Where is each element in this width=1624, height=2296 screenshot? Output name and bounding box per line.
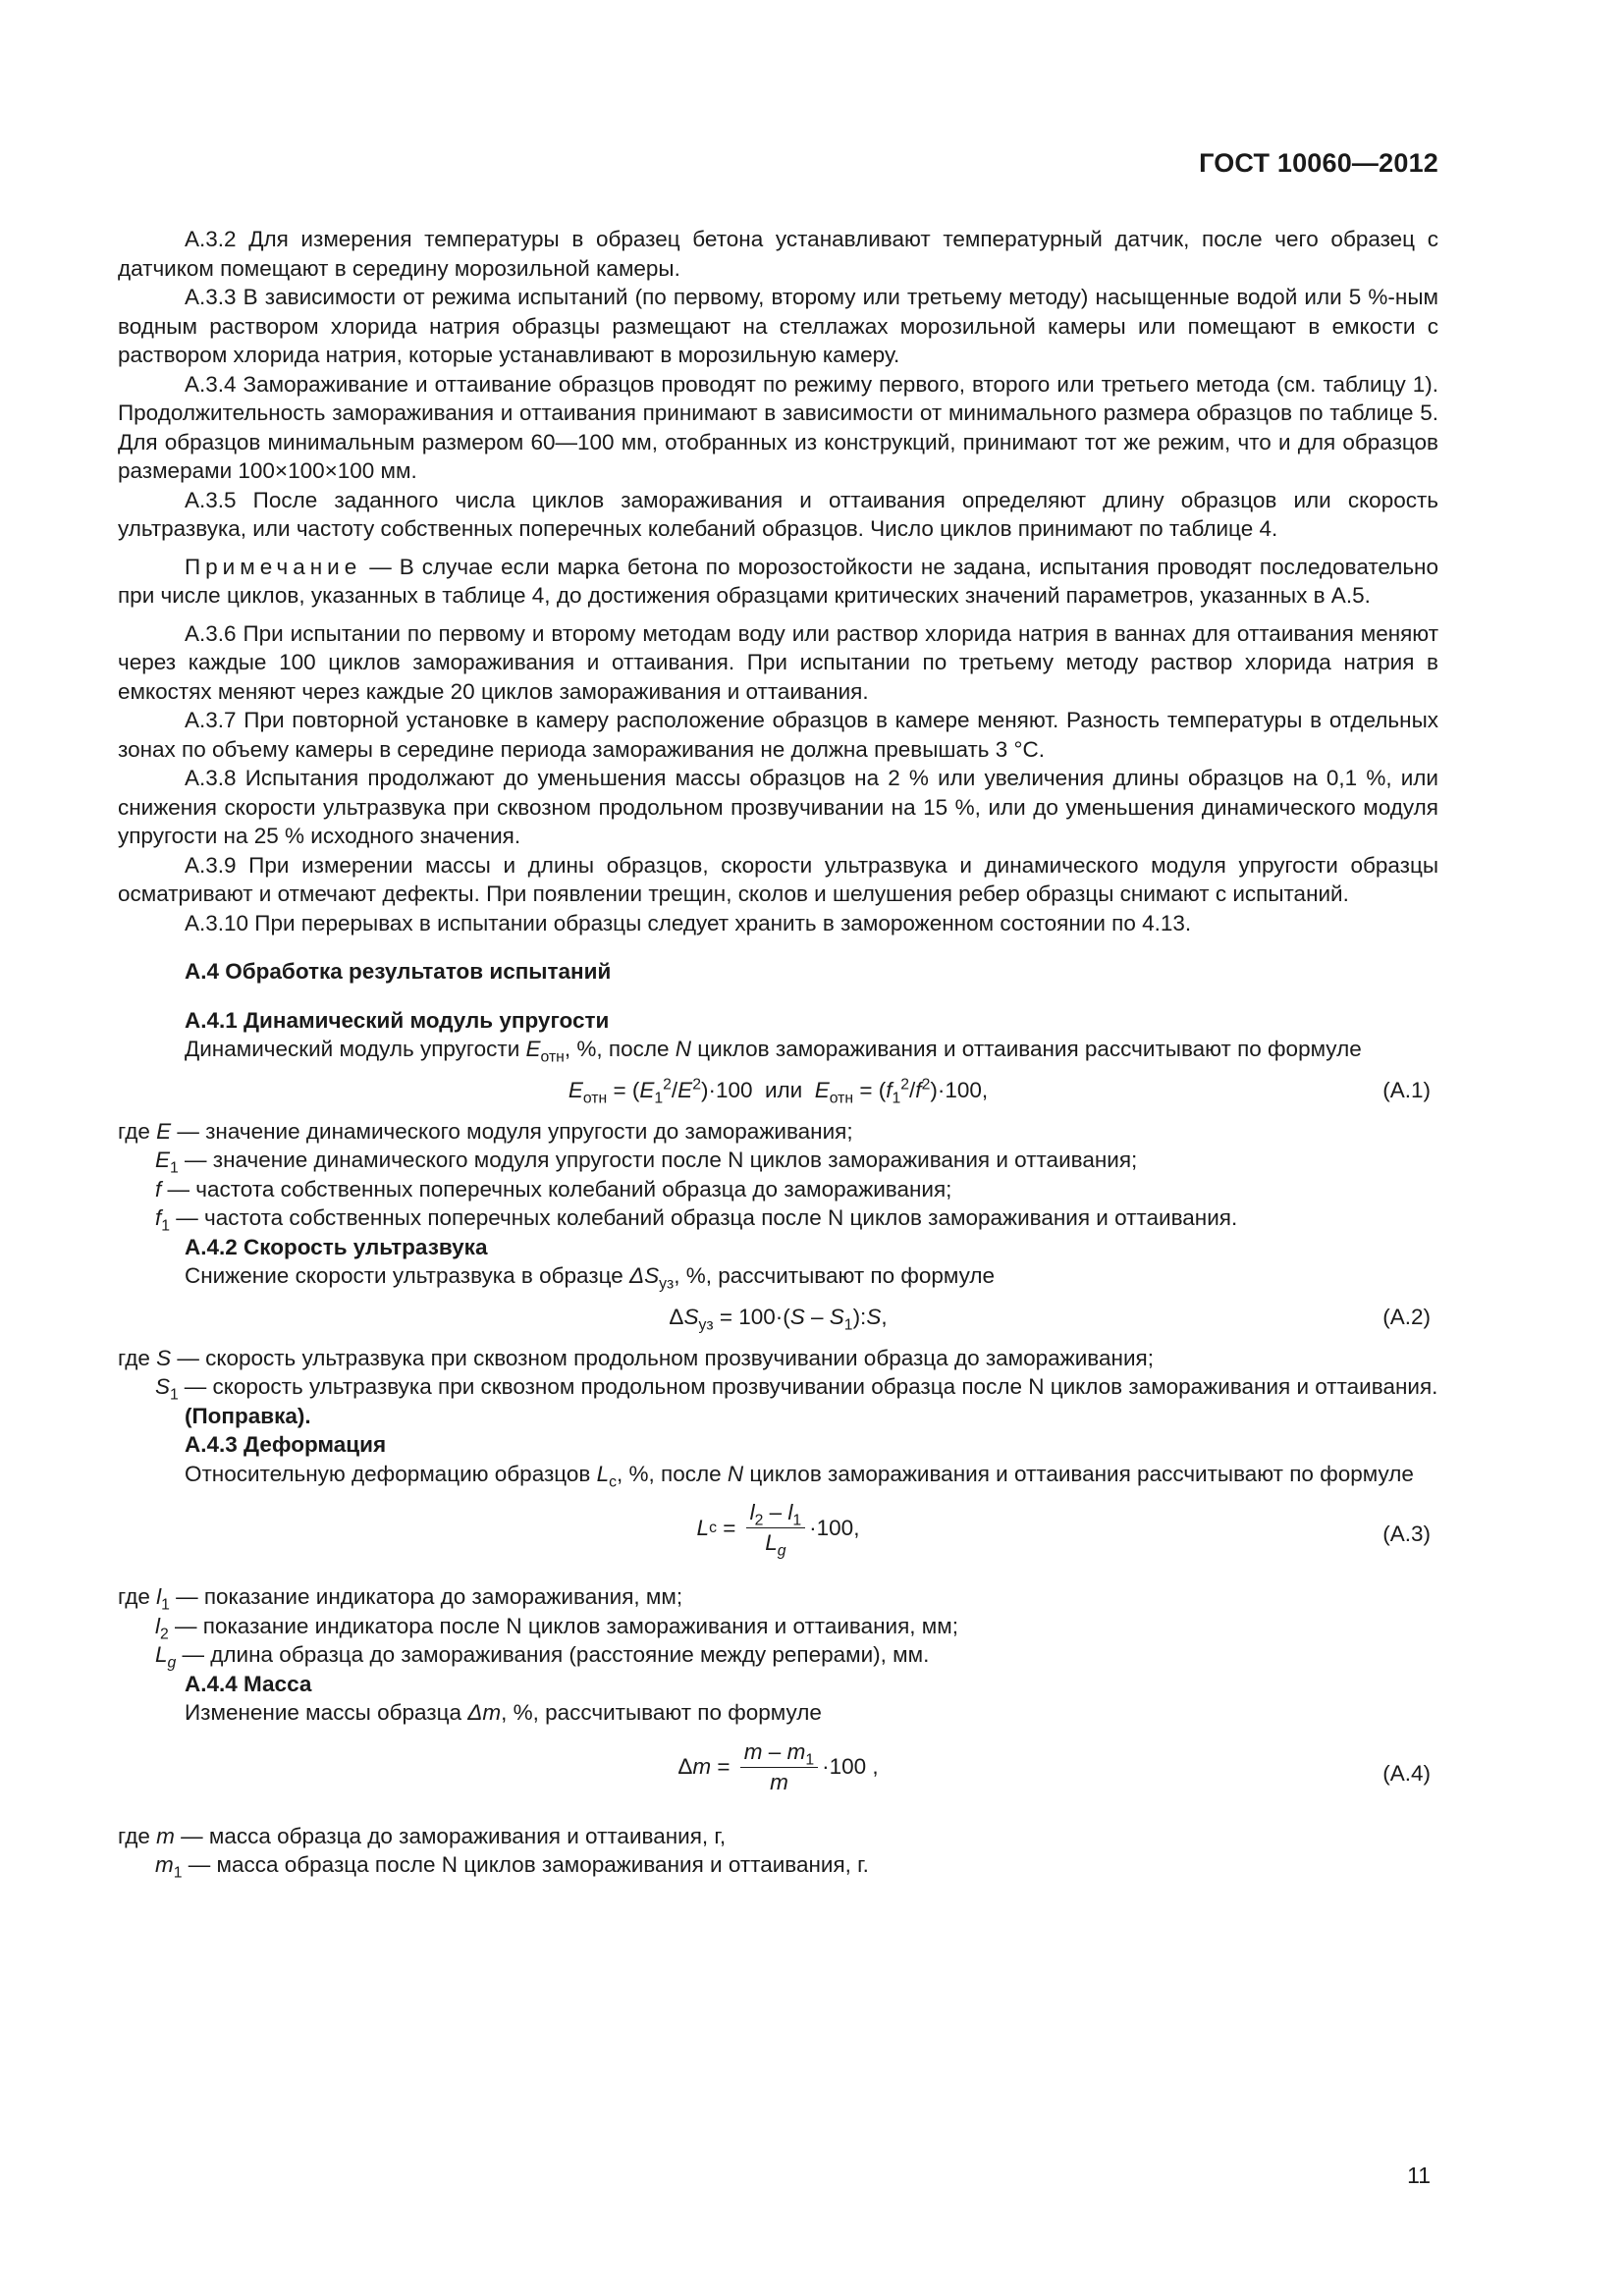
a4-1-where-e1: $E_1$ — значение динамического модуля упругости после N циклов замораживания и оттаивания; [155,1148,1138,1177]
formula-a4 [118,1732,1438,1818]
formula-a3 [118,1492,1438,1578]
a4-3-intro: Относительную деформацию образцов $L_c$, %, после N циклов замораживания и оттаивания рассчитывают по формуле [185,1461,1414,1490]
section-a4-title: А.4 Обработка результатов испытаний [185,959,612,984]
paragraph-a3-9: А.3.9 При измерении массы и длины образцов, скорости ультразвука и динамического модуля упругости образцы осматривают и отмечают дефекты. При появлении трещин, сколов и шелушения ребер образцы снимают с испытаний. [118,852,1438,906]
formula-a1-expression: $E_{отн} = (E_1^2/E^2)\cdot 100$ или $E_{отн} = (f_1^2/f^2)\cdot 100$, [568,1076,989,1106]
a4-2-where-s: где S — скорость ультразвука при сквозном продольном прозвучивании образца до замораживания; [118,1345,1154,1370]
formula-a2-expression: $\Delta S_{уз} = 100\cdot(S$ – $S_1):S$, [669,1304,888,1333]
subsection-a4-2-title: А.4.2 Скорость ультразвука [185,1234,488,1259]
page-number: 11 [1407,2163,1431,2188]
formula-a4-expression: Δ m = m – $m_1$ m ·100 , [677,1738,879,1794]
amendment-note: (Поправка). [185,1403,311,1428]
paragraph-a3-2: А.3.2 Для измерения температуры в образец бетона устанавливают температурный датчик, после чего образец с датчиком помещают в середину морозильной камеры. [118,227,1438,281]
document-page [118,0,1438,2296]
a4-1-where-f: f — частота собственных поперечных колебаний образца до замораживания; [155,1176,952,1201]
paragraph-a3-7: А.3.7 При повторной установке в камеру расположение образцов в камере меняют. Разность температуры в отдельных зонах по объему камеры в середине периода замораживания не должна превышать 3 °С. [118,708,1438,762]
formula-a4-number: (А.4) [1382,1760,1431,1786]
formula-a3-number: (А.3) [1382,1522,1431,1546]
formula-a1 [118,1068,1438,1113]
a4-3-where-l1: где $l_1$ — показание индикатора до замораживания, мм; [118,1584,683,1614]
formula-a2-number: (А.2) [1382,1304,1431,1329]
subsection-a4-3-title: А.4.3 Деформация [185,1432,387,1457]
subsection-a4-4-title: А.4.4 Масса [185,1671,312,1696]
a4-4-intro: Изменение массы образца Δm, %, рассчитывают по формуле [185,1700,822,1725]
a4-3-where-l2: $l_2$ — показание индикатора после N циклов замораживания и оттаивания, мм; [155,1613,958,1642]
note-label: Примечание [185,554,362,579]
a4-1-where-e: где E — значение динамического модуля упругости до замораживания; [118,1118,853,1144]
paragraph-a3-6: А.3.6 При испытании по первому и второму методам воду или раствор хлорида натрия в ваннах для оттаивания меняют через каждые 100 циклов замораживания и оттаивания. При испытании по третьему методу раствор хлорида натрия в емкостях меняют через каждые 20 циклов замораживания и оттаивания. [118,620,1438,704]
paragraph-a3-8: А.3.8 Испытания продолжают до уменьшения массы образцов на 2 % или увеличения длины образцов на 0,1 %, или снижения скорости ультразвука при сквозном продольном прозвучивании на 15 %, или до уменьшения динамического модуля упругости на 25 % исходного значения. [118,766,1438,848]
formula-a3-expression: L c = $l_2 - l_1$ $L_g$ ·100, [696,1500,860,1560]
formula-a1-number: (А.1) [1382,1077,1431,1102]
formula-a2 [118,1295,1438,1340]
note-paragraph [118,553,1438,611]
a4-4-where-m1: $m_1$ — масса образца после N циклов замораживания и оттаивания, г. [155,1852,869,1882]
a4-2-intro: Снижение скорости ультразвука в образце $\Delta S_{уз}$, %, рассчитывают по формуле [185,1263,996,1293]
a4-2-where-s1: $S_1$ — скорость ультразвука при сквозном продольном прозвучивании образца после N циклов замораживания и оттаивания. [155,1374,1438,1404]
a4-4-where-m: где m — масса образца до замораживания и оттаивания, г, [118,1823,727,1848]
paragraph-a3-5: А.3.5 После заданного числа циклов замораживания и оттаивания определяют длину образцов или скорость ультразвука, или частоту собственных поперечных колебаний образцов. Число циклов принимают по таблице 4. [118,487,1438,541]
standard-code-header: ГОСТ 10060—2012 [1199,148,1438,178]
a4-1-where-f1: $f_1$ — частота собственных поперечных колебаний образца после N циклов замораживания и оттаивания. [155,1205,1238,1235]
paragraph-a3-3: А.3.3 В зависимости от режима испытаний (по первому, второму или третьему методу) насыщенные водой или 5 %-ным водным раствором хлорида натрия образцы размещают на стеллажах морозильной камеры или помещают в емкости с раствором хлорида натрия, которые устанавливают в морозильную камеру. [118,285,1438,367]
a4-3-where-lg: $L_g$ — длина образца до замораживания (расстояние между реперами), мм. [155,1642,930,1672]
a4-1-intro: Динамический модуль упругости $E_{отн}$, %, после N циклов замораживания и оттаивания рассчитывают по формуле [185,1037,1362,1066]
document-body [118,225,1438,1880]
note-text: — В случае если марка бетона по морозостойкости не задана, испытания проводят последовательно при числе циклов, указанных в таблице 4, до достижения образцами критических значений параметров, указанных в А.5. [118,554,1438,608]
subsection-a4-1-title: А.4.1 Динамический модуль упругости [185,1007,610,1033]
paragraph-a3-4: А.3.4 Замораживание и оттаивание образцов проводят по режиму первого, второго или третьего метода (см. таблицу 1). Продолжительность замораживания и оттаивания принимают в зависимости от минимального размера образцов по таблице 5. Для образцов минимальным размером 60—100 мм, отобранных из конструкций, принимают тот же режим, что и для образцов размерами 100×100×100 мм. [118,371,1438,483]
paragraph-a3-10: А.3.10 При перерывах в испытании образцы следует хранить в замороженном состоянии по 4.13. [185,910,1192,935]
